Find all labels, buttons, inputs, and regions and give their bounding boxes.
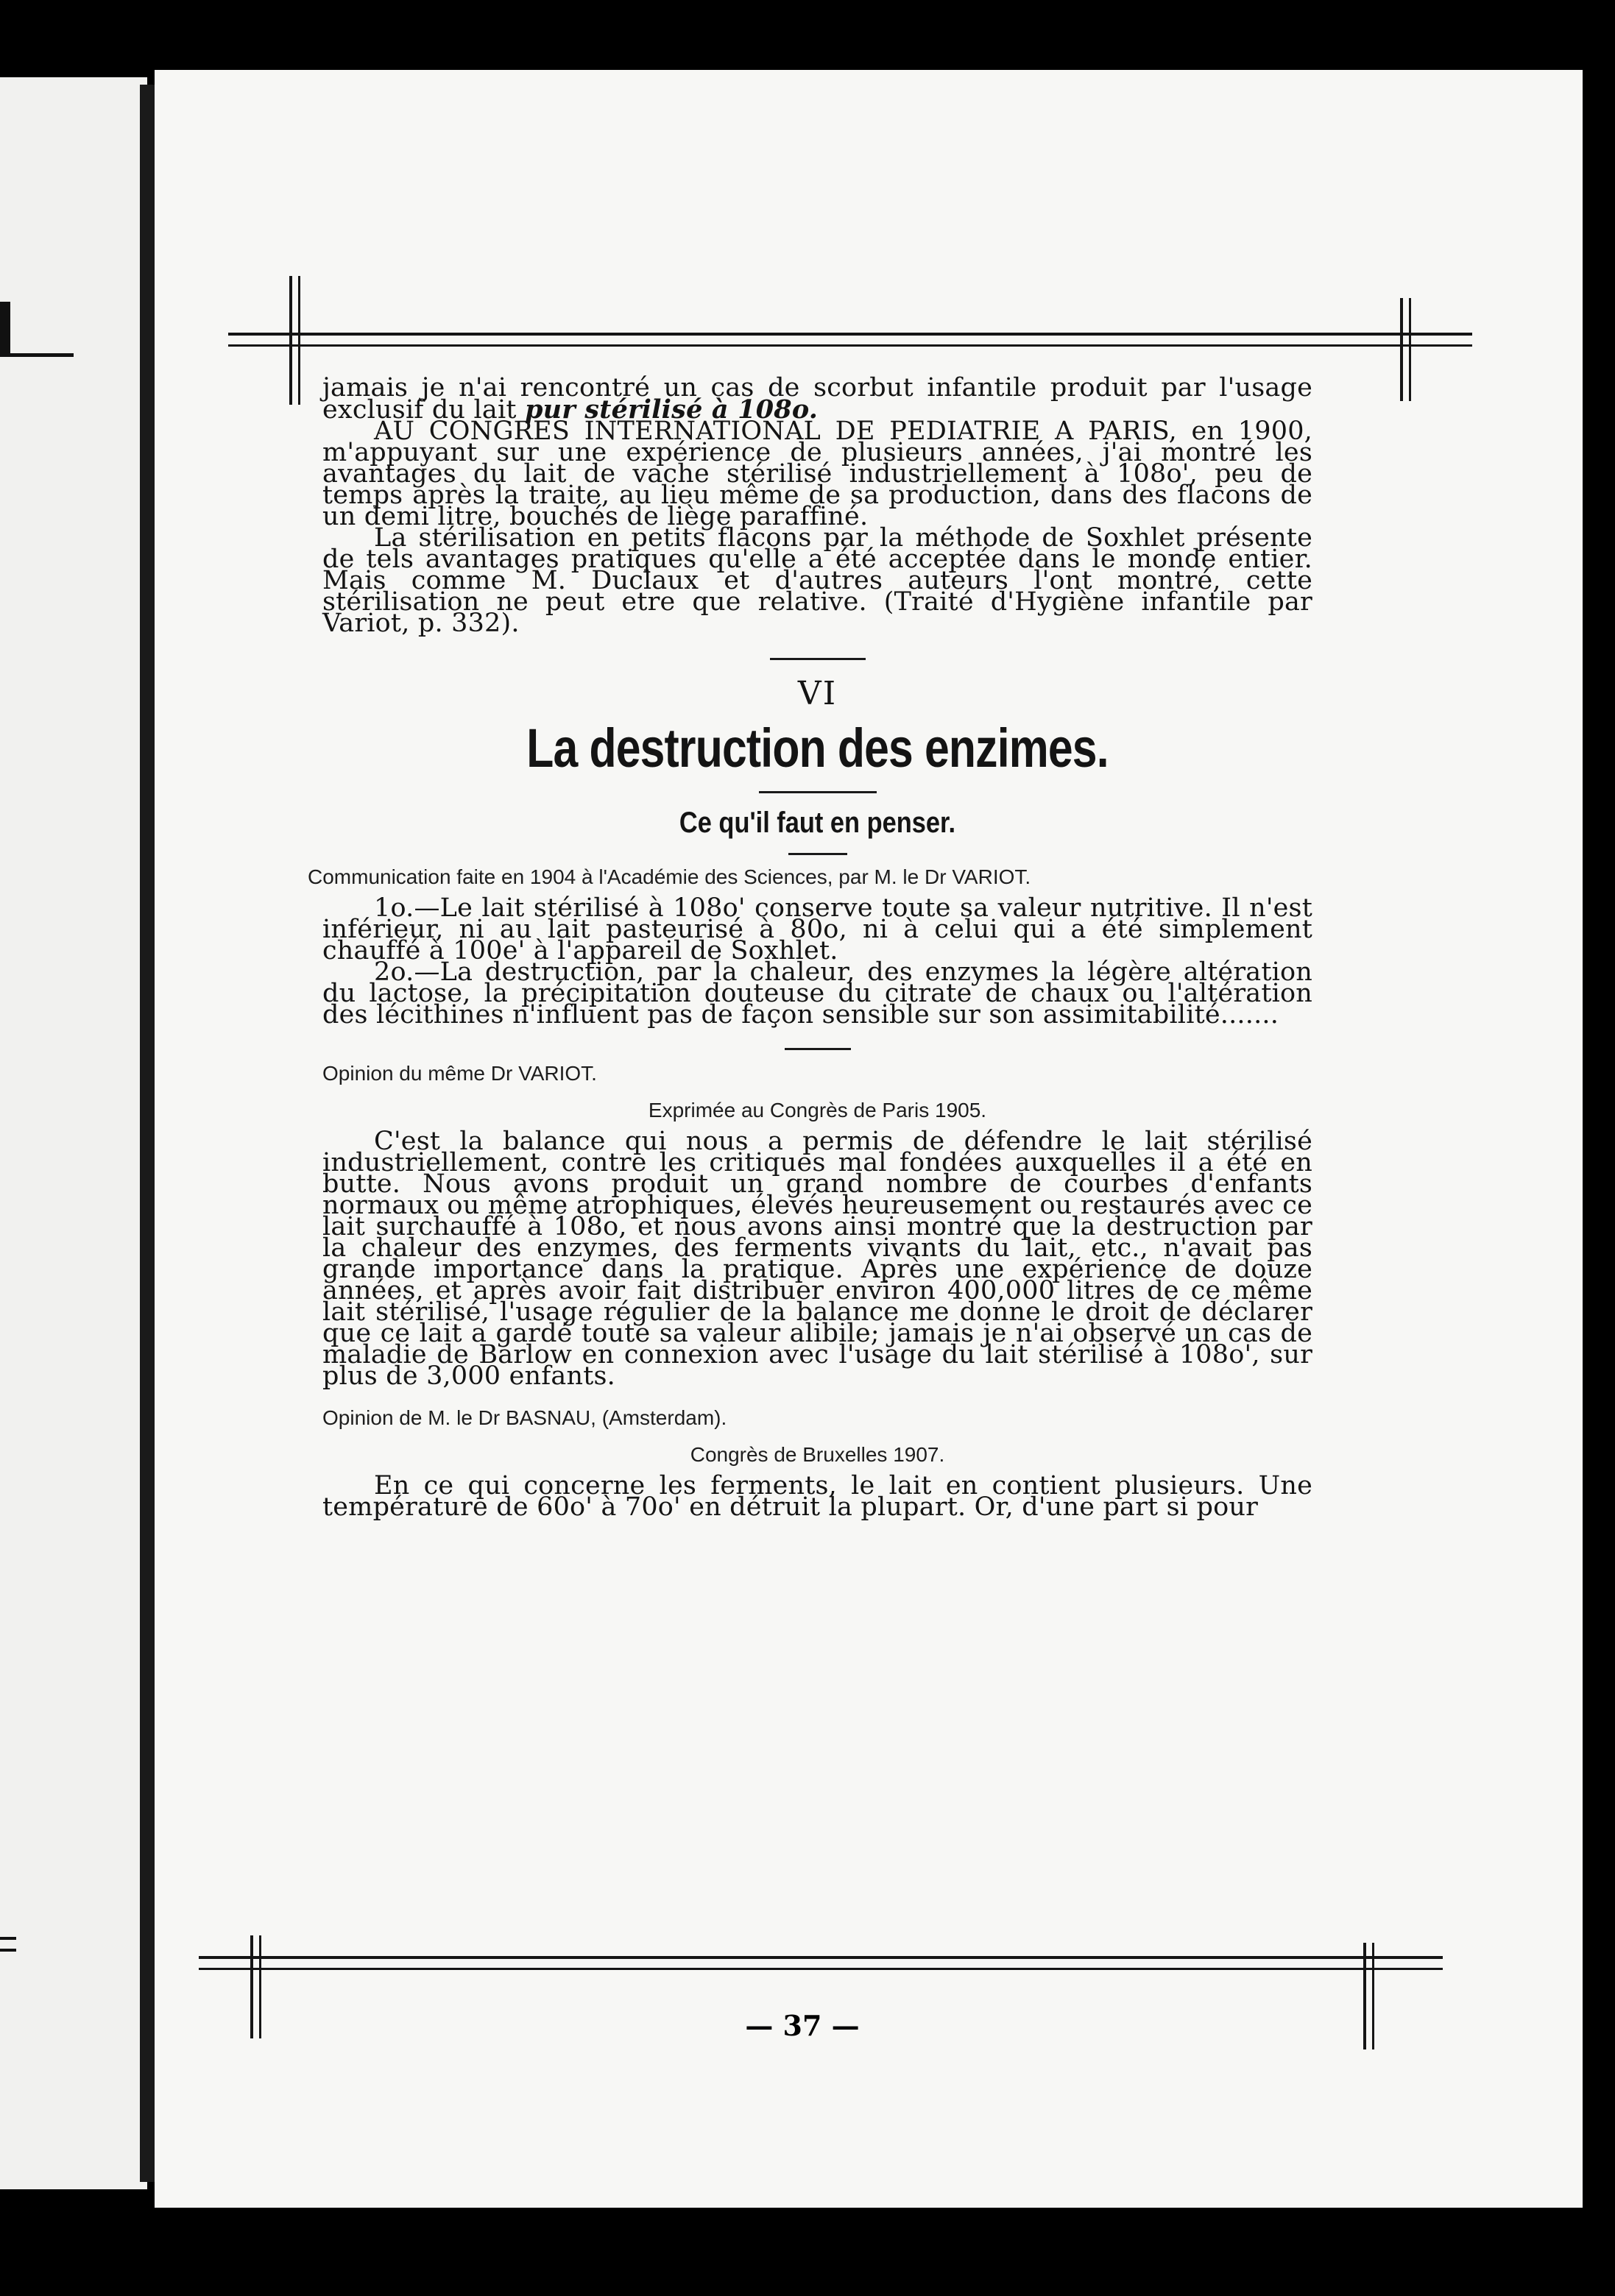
separator-rule xyxy=(770,658,866,660)
frame-left-vertical xyxy=(289,276,292,405)
frame-bottom-rule xyxy=(199,1968,1443,1970)
frame-bottom-left-vertical xyxy=(250,1935,253,2038)
frame-right-vertical xyxy=(1409,298,1411,401)
page-gutter xyxy=(140,85,155,2182)
frame-bottom-right-vertical xyxy=(1372,1943,1374,2049)
opinion-2-paragraph xyxy=(322,1471,1312,1522)
separator-rule xyxy=(788,853,847,855)
opinion-1-text: C'est la balance qui nous a permis de défendre le lait stérilisé industriellement, contre les critiques mal fondées auxquelles il a été en butte. Nous avons produit un grand nombre de courbes d'enfants normaux ou même atrophiques, élevés heureusement ou restaurés avec ce lait surchauffé à 108o, et nous avons ainsi montré que la destruction par la chaleur des enzymes, des ferments vivants du lait, etc., n'avait pas grande importance dans la pratique. Après une expérience de douze années, et après avoir fait distribuer environ 400,000 litres de ce même lait stérilisé, l'usage régulier de la balance me donne le droit de déclarer que ce lait a gardé toute sa valeur alibile; jamais je n'ai observé un cas de maladie de Barlow en connexion avec l'usage du lait stérilisé à 108o', sur plus de 3,000 enfants. xyxy=(322,1127,1312,1391)
emphasis-text: pur stérilisé à 108o. xyxy=(524,394,819,425)
page-number: — 37 — xyxy=(745,2009,860,2042)
intro-paragraph-1 xyxy=(322,373,1312,425)
page-content xyxy=(308,373,1312,1522)
frame-bottom-rule xyxy=(199,1956,1443,1959)
point-2-text: 2o.—La destruction, par la chaleur, des enzymes la légère altération du lactose, la précipitation douteuse du citrate de chaux ou l'altération des lécithines n'influent pas de façon sensible sur son assimitabilité....... xyxy=(322,957,1312,1030)
point-2 xyxy=(322,957,1312,1030)
chapter-title: La destruction des enzimes. xyxy=(526,718,1109,779)
opinion-2-text: En ce qui concerne les ferments, le lait en contient plusieurs. Une température de 60o' à 70o' en détruit la plupart. Or, d'une part si pour xyxy=(322,1471,1312,1522)
separator-rule xyxy=(785,1048,851,1050)
separator-rule xyxy=(759,791,877,793)
opinion-2-heading: Opinion de M. le Dr BASNAU, (Amsterdam). xyxy=(322,1406,727,1429)
point-1-text: 1o.—Le lait stérilisé à 108o' conserve toute sa valeur nutritive. Il n'est inférieur, ni au lait pasteurisé à 80o, ni à celui qui a été simplement chauffé à 100e' à l'appareil de Soxhlet. xyxy=(322,893,1312,965)
frame-left-vertical xyxy=(298,276,300,405)
congress-text: AU CONGRES INTERNATIONAL DE PEDIATRIE A PARIS, en 1900, m'appuyant sur une expérience de plusieurs années, j'ai montré les avantages du lait de vache stérilisé industriellement à 108o', peu de temps après la traite, au lieu même de sa production, dans des flacons de un demi litre, bouchés de liège paraffiné. xyxy=(322,417,1312,531)
opinion-1-context: Exprimée au Congrès de Paris 1905. xyxy=(648,1099,987,1122)
frame-right-vertical xyxy=(1400,298,1403,401)
frame-top-rule xyxy=(228,333,1472,336)
frame-top-rule xyxy=(228,344,1472,347)
intro-paragraph-3 xyxy=(322,523,1312,638)
opinion-1-paragraph xyxy=(322,1127,1312,1391)
left-facing-page xyxy=(0,77,147,2189)
communication-source: Communication faite en 1904 à l'Académie des Sciences, par M. le Dr VARIOT. xyxy=(308,865,1031,888)
intro-text: jamais je n'ai rencontré un cas de scorbut infantile produit par l'usage exclusif du lait xyxy=(322,373,1312,425)
frame-bottom-left-vertical xyxy=(259,1935,261,2038)
left-page-rule xyxy=(0,353,74,357)
chapter-subtitle: Ce qu'il faut en penser. xyxy=(679,807,956,839)
chapter-number: VI xyxy=(797,675,838,712)
sterilisation-text: La stérilisation en petits flacons par la méthode de Soxhlet présente de tels avantages pratiques qu'elle a été acceptée dans le monde entier. Mais comme M. Duclaux et d'autres auteurs l'ont montré, cette stérilisation ne peut etre que relative. (Traité d'Hygiène infantile par Variot, p. 332). xyxy=(322,523,1312,638)
opinion-1-heading: Opinion du même Dr VARIOT. xyxy=(322,1062,597,1085)
left-page-rule xyxy=(0,302,10,353)
intro-paragraph-2 xyxy=(322,417,1312,531)
left-page-rule xyxy=(0,1937,16,1940)
opinion-2-context: Congrès de Bruxelles 1907. xyxy=(690,1443,945,1466)
point-1 xyxy=(322,893,1312,965)
frame-bottom-right-vertical xyxy=(1363,1943,1366,2049)
left-page-rule xyxy=(0,1949,16,1952)
